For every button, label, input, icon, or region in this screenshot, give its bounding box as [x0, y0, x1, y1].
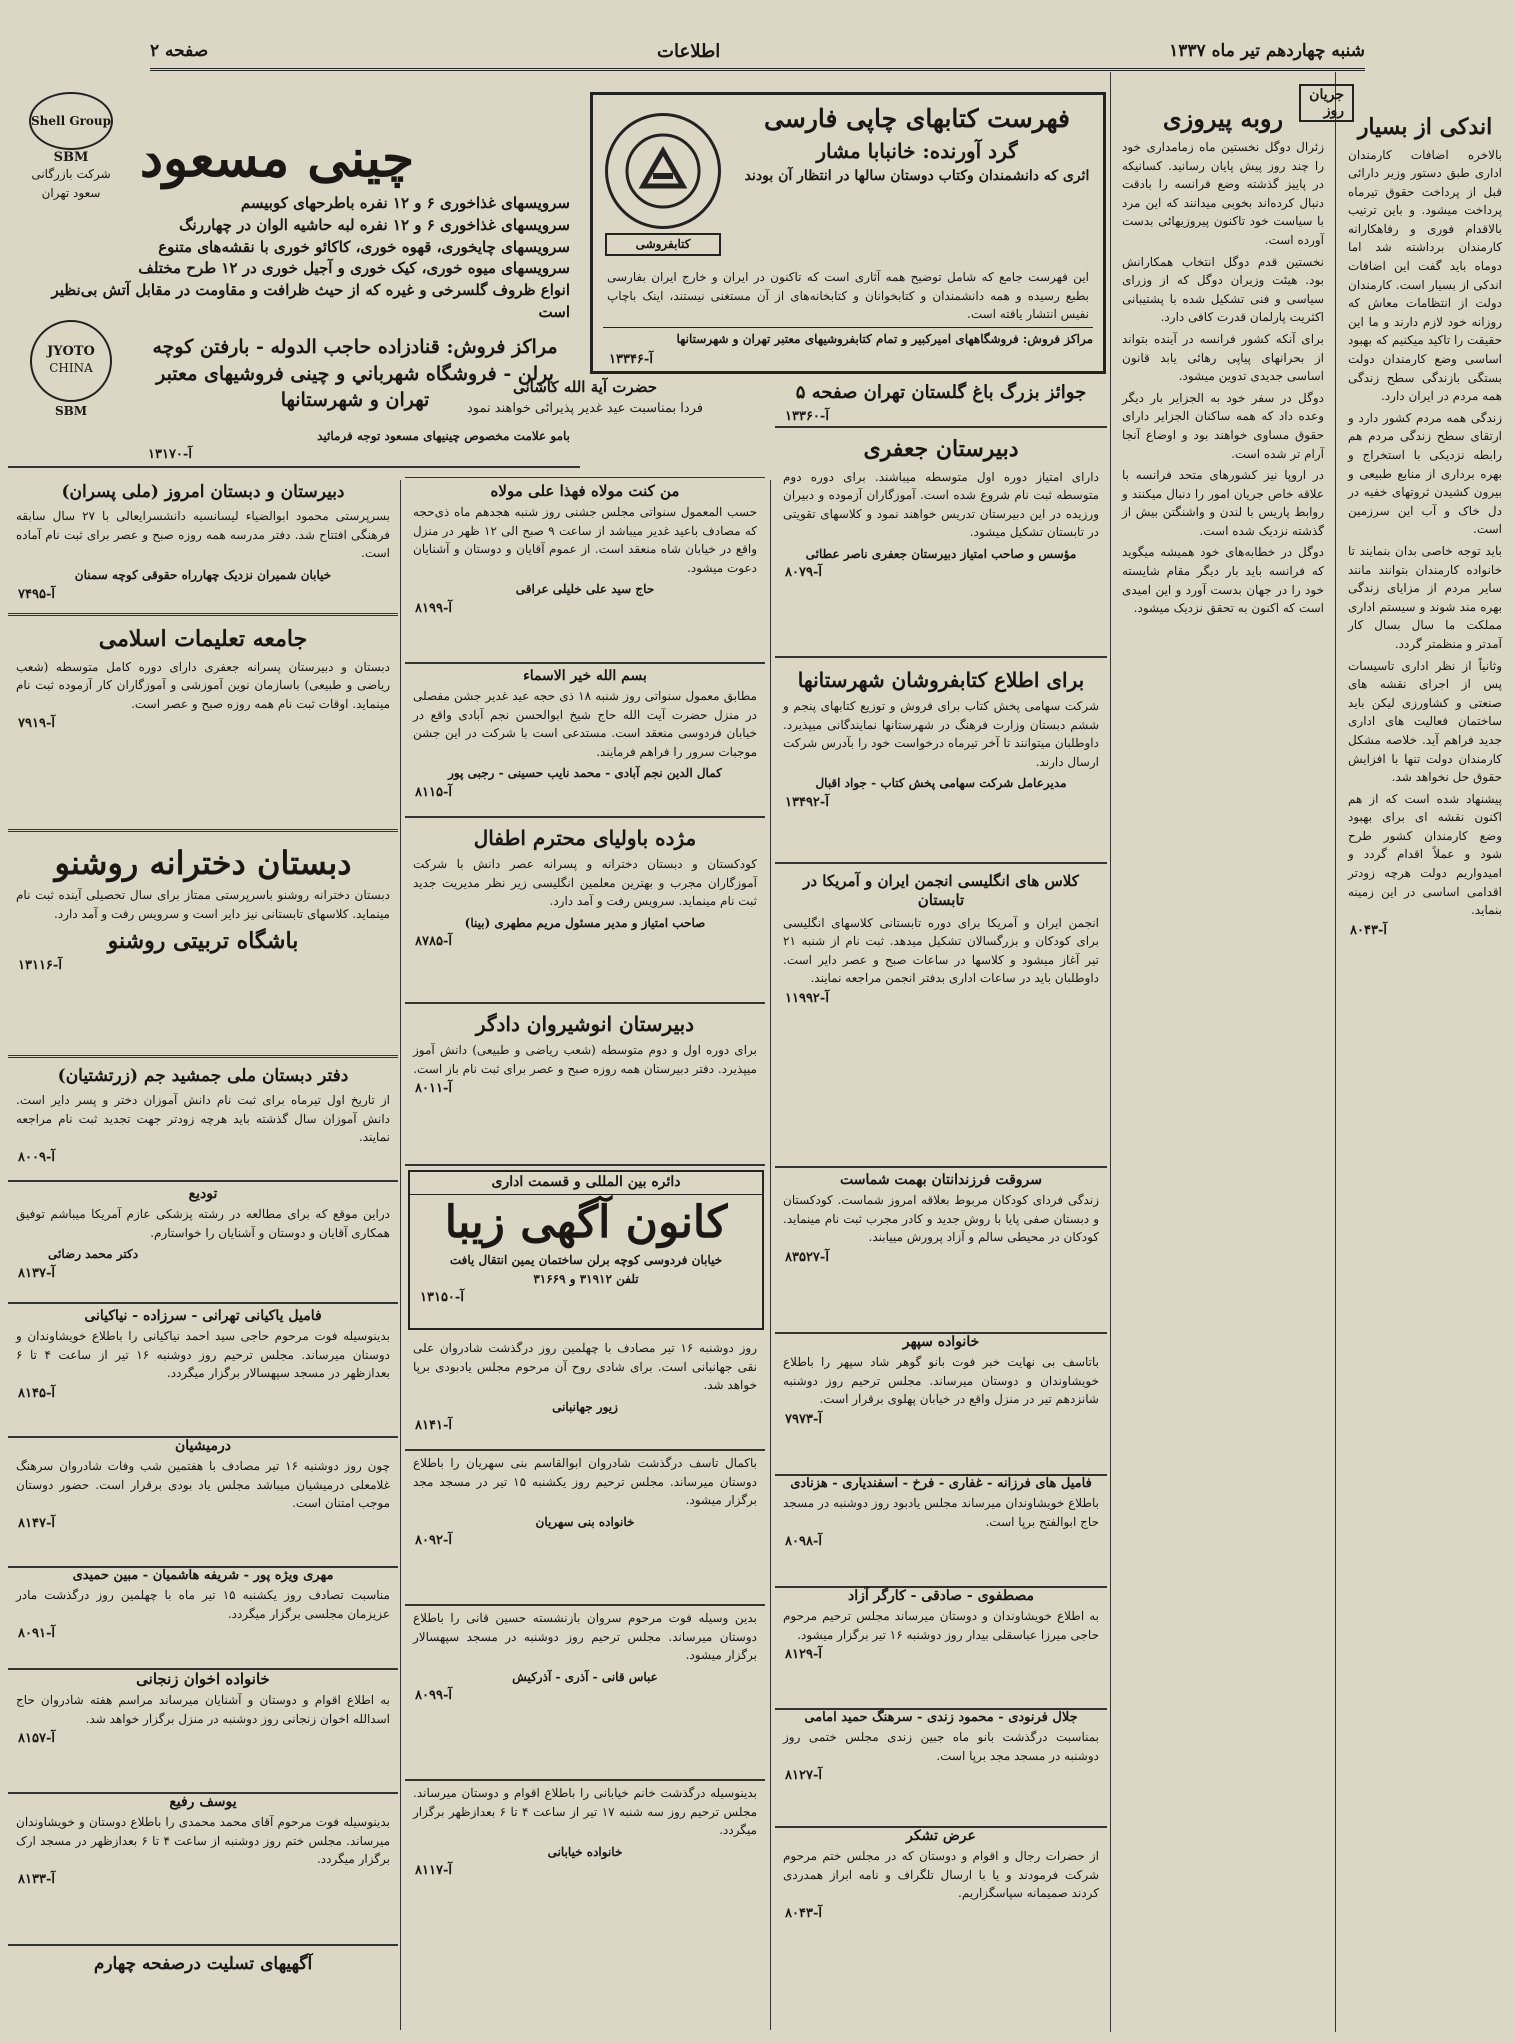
sbm-logo-icon: SBM — [53, 150, 89, 165]
notice-item — [775, 1172, 1107, 1334]
school-jamshid-title: دفتر دبستان ملی جمشید جم (زرتشتیان) — [57, 1066, 349, 1086]
condolence-notice — [405, 1609, 765, 1781]
condolence-body: بدینوسیله فوت مرحوم حاجی سید احمد نیاکیانی را باطلاع خویشاوندان و دوستان میرساند. مجلس ترحیم روز دوشنبه ۱۶ تیر از ساعت ۴ تا ۶ بعدازظهر در مسجد سپهسالار برگزار میگردد. — [16, 1329, 390, 1381]
school-roshan — [8, 840, 398, 1058]
condolence-notice — [8, 1308, 398, 1438]
condolence-body: بدین وسیله فوت مرحوم سروان بازنشسته حسین قانی را باطلاع دوستان میرساند. مجلس ترحیم روز دوشنبه در مسجد سپهسالار برگزار میشود. — [413, 1611, 757, 1663]
condolence-notice — [8, 1438, 398, 1568]
bookstore-label: کتابفروشی — [605, 233, 721, 256]
school-jafari — [775, 432, 1107, 658]
english-classes-title: کلاس های انگلیسی انجمن ایران و آمریکا در تابستان — [803, 872, 1079, 909]
notice-cap-signers: کمال الدین نجم آبادی - محمد نایب حسینی - رجبی پور — [448, 766, 722, 781]
english-classes — [775, 868, 1107, 1168]
kanoon-address: خیابان فردوسی کوچه برلن ساختمان یمین انتقال یافت — [449, 1253, 723, 1268]
kanoon-title: کانون آگهی زیبا — [444, 1196, 728, 1248]
kanoon-phone: تلفن ۳۱۹۱۲ و ۳۱۶۶۹ — [533, 1271, 639, 1286]
book-catalog-subtitle: اثری که دانشمندان وکتاب دوستان سالها در انتظار آن بودند — [744, 168, 1090, 185]
condolence-notice — [405, 1454, 765, 1606]
condolence-list-mid — [405, 1336, 765, 2026]
notice-ali — [405, 482, 765, 664]
condolence-notice — [8, 1794, 398, 1946]
ad-code: آ-۸۱۳۳ — [18, 1871, 55, 1887]
school-islamic-body: دبستان و دبیرستان پسرانه جعفری دارای دوره کامل متوسطه (شعب ریاضی و طبیعی) باسازمان نوین آموزشی و آموزگاران کار آزموده ثبت نام مینماید. اوقات ثبت نام همه روزه صبح و عصر است. — [16, 659, 390, 711]
ad-code: آ-۸۱۲۹ — [785, 1647, 822, 1663]
school-anoshirvan-body: برای دوره اول و دوم متوسطه (شعب ریاضی و طبیعی) دانش آموز میپذیرد. دفتر دبیرستان همه روزه صبح و عصر برای ثبت نام باز است. — [413, 1043, 757, 1076]
school-children — [405, 822, 765, 1004]
china-label: CHINA — [49, 361, 93, 376]
china-ad-centers: مراکز فروش: قنادزاده حاجب الدوله - بارفتن کوچه برلن - فروشگاه شهرباني و چینی فروشیهای معتبر تهران و شهرستانها — [152, 336, 558, 412]
condolence-list-left — [8, 1308, 398, 2028]
condolence-body: بدینوسیله درگذشت خانم خیابانی را باطلاع اقوام و دوستان میرساند. مجلس ترحیم روز سه شنبه ۱۷ تیر از ساعت ۴ تا ۶ بعدازظهر برگزار میگردد. — [413, 1786, 757, 1838]
notice-item-title: خانواده سپهر — [902, 1334, 980, 1350]
masthead — [150, 34, 1365, 71]
school-children-body: کودکستان و دبستان دخترانه و پسرانه عصر دانش با شرکت آموزگاران مجرب و بهترین معلمین انگلیسی زیر نظر مدیریت جدید ثبت نام مینماید. سرویس رفت و آمد دارد. — [413, 857, 757, 909]
column-header: جریان روز — [1299, 84, 1354, 122]
kanoon-ad — [408, 1170, 764, 1330]
ad-code: آ-۸۰۹۹ — [415, 1688, 452, 1704]
condolence-title: فامیل یاکیانی تهرانی - سرزاده - نیاکیانی — [84, 1308, 322, 1324]
jyoto-label: JYOTO — [47, 344, 95, 360]
editorial-paragraph: زندگی همه مردم کشور دارد و ارتقای سطح زندگی مردم هم رابطه نزدیکی با استخراج و بهره برداری از منابع طبیعی و بیرون کشیدن ثروتهای خفیه در دل خاک و آب این سرزمین است. — [1348, 410, 1502, 537]
school-jafari-title: دبیرستان جعفری — [863, 436, 1019, 462]
notice-item-body: به اطلاع خویشاوندان و دوستان میرساند مجلس ترحیم مرحوم حاجی میرزا عباسقلی بیدار روز دوشنبه ۱۶ تیر برگزار میشود. — [783, 1609, 1099, 1642]
condolence-body: به اطلاع اقوام و دوستان و آشنایان میرساند مراسم هفته شادروان حاج اسدالله اخوان زنجانی روز دوشنبه در منزل برگزار خواهد شد. — [16, 1693, 390, 1726]
bookseller-body: شرکت سهامی پخش کتاب برای فروش و توزیع کتابهای پنجم و ششم دبستان وزارت فرهنگ در شهرستانها نمایندگانی میپذیرد. داوطلبان میتوانند تا آخر تیرماه درخواست خود را بآدرس شرکت ارسال دارند. — [783, 699, 1099, 769]
ad-code: آ-۸۱۳۷ — [18, 1265, 55, 1281]
ad-code: آ-۸۱۲۷ — [785, 1768, 822, 1784]
condolence-notice — [8, 1568, 398, 1670]
school-islamic-title: جامعه تعلیمات اسلامی — [98, 626, 308, 652]
book-catalog-ad — [590, 92, 1106, 374]
school-jafari-body: دارای امتیاز دوره اول متوسطه میباشند. برای دوره دوم متوسطه ثبت نام شروع شده است. آموزگاران آزموده و دبیران ورزیده در این دبیرستان تدریس خواهند نمود و کلاسهای تقویتی در تابستان تشکیل میشود. — [783, 469, 1099, 540]
notice-item — [775, 1710, 1107, 1828]
school-emrooz — [8, 478, 398, 616]
china-ad-title: چینی مسعود — [139, 128, 415, 189]
ad-code: آ-۸۱۱۵ — [415, 784, 452, 800]
condolence-title: درمیشیان — [175, 1438, 231, 1454]
ad-code: آ-۸۳۵۲۷ — [785, 1249, 829, 1265]
ad-code: آ-۱۳۱۷۰ — [148, 447, 192, 462]
ad-code: آ-۸۰۴۳ — [1350, 922, 1387, 938]
ad-code: آ-۱۳۱۵۰ — [420, 1290, 464, 1306]
condolence-body: چون روز دوشنبه ۱۶ تیر مصادف با هفتمین شب وفات شادروان سرهنگ غلامعلی درمیشیان میباشد مجلس یاد بودی برقرار است. حضور دوستان موجب امتنان است. — [16, 1459, 390, 1511]
notice-list-center — [775, 1172, 1107, 2028]
editorial-paragraph: پیشنهاد شده است که از هم اکنون نقشه ای برای بهبود وضع کارمندان کشور طرح شود و عملاً اقدام گردد و امیدواریم دولت هرچه زودتر اقدامی اساسی در این زمینه بنماید. — [1348, 791, 1502, 918]
editorial-paragraph: بالاخره اضافات کارمندان اداری طبق دستور وزیر دارائی قبل از پرداخت حقوق تیرماه پرداخت میشود. و باین ترتیب بالاقدام فوری و رفاهکارانه کارمندان برداشته شد اما دوماه باید گفت این اضافات اندکی از بسیار است. کارمندان دولت از انتظامات معاش که روزانه خود لازم دارند و ما این حقیقت را تاکید میکنیم که بهبود اساسی وضع کارمندان دولت بستگی بازندگی سطح زندگی همه مردم در ایران دارد. — [1348, 147, 1502, 404]
school-jamshid-body: از تاریخ اول تیرماه برای ثبت نام دانش آموزان دختر و پسر دایر است. دانش آموزان سال گذشته باید هرچه زودتر جهت تجدید ثبت نام مراجعه نمایند. — [16, 1093, 390, 1145]
editorial-title: اندکی از بسیار — [1357, 114, 1493, 140]
ad-code: آ-۸۱۴۷ — [18, 1515, 55, 1531]
school-emrooz-title: دبیرستان و دبستان امروز (ملی پسران) — [61, 482, 345, 502]
notice-item-title: سروقت فرزندانتان بهمت شماست — [839, 1172, 1042, 1188]
farewell-body: دراین موقع که برای مطالعه در رشته پزشکی عازم آمریکا میباشم توفیق همکاری آقایان و دوستان و آشنایان را خواستارم. — [16, 1207, 390, 1240]
school-anoshirvan-title: دبیرستان انوشیروان دادگر — [475, 1012, 695, 1036]
kashani-title: حضرت آیة الله کاشانی — [512, 378, 657, 396]
news-paragraph: دوگل در سفر خود به الجزایر بار دیگر وعده داد که همه ساکنان الجزایر دارای حقوق مساوی خواهند بود و اوضاع آنجا آرام تر شده است. — [1122, 390, 1324, 461]
notice-ali-title: من کنت مولاه فهذا علی مولاه — [490, 482, 680, 500]
ad-code: آ-۷۹۱۹ — [18, 716, 55, 732]
china-ad-line: سرویسهای غذاخوری ۶ و ۱۲ نفره لبه حاشیه الوان در چهاررنگ — [179, 215, 570, 234]
news-column — [1114, 100, 1332, 2020]
school-islamic — [8, 622, 398, 832]
english-classes-body: انجمن ایران و آمریکا برای دوره تابستانی کلاسهای انگلیسی برای کودکان و بزرگسالان تشکیل میدهد. ثبت نام از شنبه ۲۱ تیر آغاز میشود و کلاسها در ساعات صبح و عصر دایر است. داوطلبان باید در ساعات اداری بدفتر انجمن مراجعه نمایند. — [783, 915, 1099, 986]
ad-code: آ-۱۳۴۹۲ — [785, 794, 829, 810]
garden-notice — [775, 378, 1107, 428]
china-ad-line: سرویسهای چایخوری، قهوه خوری، کاکائو خوری با نقشه‌های متنوع — [158, 237, 570, 256]
condolence-notice — [405, 1339, 765, 1451]
condolence-body: باکمال تاسف درگذشت شادروان ابوالقاسم بنی سهریان را باطلاع دوستان میرساند. مجلس ترحیم روز یکشنبه ۱۵ تیر در مسجد مجد برگزار میشود. — [413, 1456, 757, 1508]
ad-code: آ-۱۳۱۱۶ — [18, 958, 62, 974]
school-children-title: مژده باولیای محترم اطفال — [473, 826, 697, 850]
news-paragraph: دوگل در خطابه‌های خود همیشه میگوید که فرانسه باید بار دیگر مقام شایسته خود را در جهان بدست آورد و این امیدی است که اکنون به تحقق نزدیک میشود. — [1122, 545, 1324, 616]
notice-cap — [405, 668, 765, 818]
ad-code: آ-۸۱۱۷ — [415, 1863, 452, 1879]
ad-code: آ-۱۳۳۴۶ — [609, 352, 653, 367]
china-ad-line: انواع ظروف گلسرخی و غیره که از حیث ظرافت و مقاومت در مقابل آتش بی‌نظیر است — [51, 281, 570, 321]
news-paragraph: برای آنکه کشور فرانسه در آینده بتواند از بحرانهای پیاپی رهائی یابد قانون اساسی جدیدی تدوین میشود. — [1122, 331, 1324, 384]
notice-item — [775, 1476, 1107, 1588]
ad-code: آ-۱۱۹۹۲ — [785, 990, 829, 1006]
kanoon-top: دائره بین المللی و قسمت اداری — [410, 1172, 762, 1195]
condolence-title: عباس قانی - آذری - آذرکیش — [512, 1669, 658, 1684]
condolence-body: مناسبت تصادف روز یکشنبه ۱۵ تیر ماه با چهلمین روز درگذشت مادر عزیزمان مجلسی برگزار میگردد. — [16, 1588, 390, 1621]
condolence-footer: آگهیهای تسلیت درصفحه چهارم — [93, 1954, 313, 1974]
editorial-column — [1309, 87, 1510, 2022]
farewell-title: تودیع — [188, 1186, 218, 1202]
notice-ali-body: حسب المعمول سنواتی مجلس جشنی روز شنبه هجدهم ماه ذی‌حجه که مصادف باعید غدیر میباشد از ساعت ۹ صبح الی ۱۲ ظهر در منزل واقع در خیابان شاه منعقد است. از عموم آقایان و دوستان و آشنایان دعوت میشود. — [413, 505, 757, 575]
condolence-body: بدینوسیله فوت مرحوم آقای محمد محمدی را باطلاع دوستان و خویشاوندان میرساند. مجلس ختم روز دوشنبه از ساعت ۴ تا ۶ بعدازظهر در مسجد ارک برگزار میگردد. — [16, 1815, 391, 1867]
ad-code: آ-۸۰۱۱ — [415, 1081, 452, 1097]
bookseller-title: برای اطلاع کتابفروشان شهرستانها — [797, 668, 1085, 692]
farewell-signer: دکتر محمد رضائی — [48, 1247, 139, 1262]
ad-code: آ-۸۰۴۳ — [785, 1905, 822, 1921]
paper-name: اطلاعات — [657, 40, 721, 62]
notice-item — [775, 1334, 1107, 1476]
condolence-notice — [405, 1784, 765, 1984]
book-catalog-sales: مراکز فروش: فروشگاههای امیرکبیر و تمام کتابفروشیهای معتبر تهران و شهرستانها — [603, 327, 1093, 349]
condolence-title: زیور جهانبانی — [552, 1399, 618, 1414]
page-number: صفحه ۲ — [150, 41, 209, 61]
notice-item-body: زندگی فردای کودکان مربوط بعلاقه امروز شماست. کودکستان و دبستان صفی پایا با روش جدید و کادر مجرب ثبت نام مینماید. کودکان در محیطی سالم و آزاد پرورش مییابند. — [783, 1193, 1099, 1245]
school-roshan-title: دبستان دخترانه روشنو — [54, 844, 352, 882]
ad-code: آ-۸۰۹۲ — [415, 1533, 452, 1549]
ad-code: آ-۸۰۹۱ — [18, 1626, 55, 1642]
book-catalog-author: گرد آورنده: خانبابا مشار — [816, 139, 1018, 164]
company-name: شرکت بازرگانی سعود تهران — [31, 167, 111, 200]
condolence-body: روز دوشنبه ۱۶ تیر مصادف با چهلمین روز درگذشت شادروان علی نقی جهانبانی است. برای شادی روح آن مرحوم مجلس یادبودی برپا خواهد شد. — [413, 1341, 757, 1393]
notice-cap-body: مطابق معمول سنواتی روز شنبه ۱۸ ذی حجه عید غدیر جشن مفصلی در منزل حضرت آیت الله حاج شیخ ابوالحسن نجم آبادی واقع در خیابان فردوسی منعقد است. مستدعی است با شرکت در این جشن موجبات سرور را فراهم فرمایند. — [413, 689, 757, 759]
bookstore-emblem-icon — [605, 113, 721, 256]
school-roshan-body: دبستان دخترانه روشنو باسرپرستی ممتاز برای سال تحصیلی آینده ثبت نام مینماید. کلاسهای تابستانی نیز دایر است و سرویس رفت و آمد دارد. — [16, 888, 390, 921]
china-ad-line: سرویسهای غذاخوری ۶ و ۱۲ نفره باطرحهای کوبیسم — [240, 194, 570, 213]
notice-item-body: باتاسف بی نهایت خبر فوت بانو گوهر شاد سپهر را باطلاع خویشاوندان و دوستان میرساند. مجلس ترحیم روز دوشنبه شانزدهم تیر در منزل واقع در خیابان پهلوی برقرار است. — [783, 1355, 1099, 1407]
shell-emblem-icon — [29, 92, 113, 150]
china-ad-line: سرویسهای میوه خوری، کیک خوری و آجیل خوری در ۱۲ طرح مختلف — [138, 259, 570, 278]
ad-code: آ-۸۱۴۱ — [415, 1418, 452, 1434]
editorial-paragraph: وثانیاً از نظر اداری تاسیسات پس از اجرای نقشه های صنعتی و کشاورزی لیکن باید ساختمان فعالیت های اداری جدید فراهم آید. خلاصه مشکل کارمندان دولت تنها با افزایش حقوق حل نخواهد شد. — [1348, 658, 1502, 785]
school-emrooz-body: بسرپرستی محمود ابوالضیاء لیسانسیه دانشسرایعالی با ۲۷ سال سابقه فرهنگی افتتاح شد. دفتر مدرسه همه روزه صبح و عصر برای ثبت نام آماده است. — [16, 509, 390, 561]
condolence-notice — [8, 1670, 398, 1794]
notice-item-body: بمناسبت درگذشت بانو ماه جبین زندی مجلس ختمی روز دوشنبه در مسجد مجد برپا است. — [783, 1730, 1099, 1763]
bookseller-signer: مدیرعامل شرکت سهامی پخش کتاب - جواد اقبال — [815, 776, 1067, 791]
condolence-title: یوسف رفیع — [169, 1794, 237, 1810]
condolence-title: خانواده بنی سهریان — [535, 1514, 635, 1529]
editorial-paragraph: باید توجه خاصی بدان بنمایند تا خانواده کارمندان بتوانند مانند سایر مردم از مزایای زندگی بهره مند شوند و سیستم اداری مملکت ما سال بسال کار آمدتر و منظمتر گردد. — [1348, 543, 1502, 651]
notice-item-title: فامیل های فرزانه - غفاری - فرخ - اسفندیاری - هزنادی — [790, 1476, 1092, 1491]
bookseller-notice — [775, 664, 1107, 864]
kashani-notice — [405, 378, 765, 478]
ad-code: آ-۸۰۰۹ — [18, 1150, 55, 1166]
jyoto-logo-icon — [30, 320, 112, 402]
ad-code: آ-۸۰۷۹ — [785, 565, 822, 581]
kashani-body: فردا بمناسبت عید غدیر پذیرائی خواهند نمود — [467, 401, 703, 416]
notice-item-title: عرض تشکر — [906, 1828, 976, 1844]
notice-item-body: از حضرات رجال و اقوام و دوستان که در مجلس ختم مرحوم شرکت فرمودند و یا با ارسال تلگراف و نامه ابراز همدردی کردند صمیمانه سپاسگزاریم. — [783, 1849, 1099, 1901]
ad-code: آ-۸۱۹۹ — [415, 600, 452, 616]
condolence-title: خانواده اخوان زنجانی — [136, 1670, 270, 1688]
book-catalog-body: این فهرست جامع که شامل توضیح همه آثاری است که تاکنون در ایران و خارج ایران بفارسی بطبع رسیده و همه دانشمندان و کتابخوانان و کتابخانه‌های از آن مستغنی نیستند، اینک باچاپ نفیس انتشار یافته است. — [607, 270, 1089, 322]
notice-item-body: باطلاع خویشاوندان میرساند مجلس یادبود روز دوشنبه در مسجد حاج ابوالفتح برپا است. — [783, 1496, 1099, 1529]
ad-code: آ-۱۳۳۶۰ — [785, 408, 829, 424]
notice-item-title: مصطفوی - صادقی - کارگر آزاد — [848, 1588, 1034, 1604]
news-title: روبه پیروزی — [1162, 104, 1284, 133]
farewell-notice — [8, 1186, 398, 1304]
book-catalog-title: فهرست کتابهای چاپی فارسی — [764, 104, 1070, 133]
news-paragraph: در اروپا نیز کشورهای متحد فرانسه با علاقه خاص جریان امور را دنبال میکنند و روابط پاریس با لندن و واشنگتن بیش از گذشته نزدیک شده است. — [1122, 468, 1324, 538]
school-jamshid — [8, 1062, 398, 1182]
ad-code: آ-۷۴۹۵ — [18, 586, 55, 602]
condolence-title: خانواده خیابانی — [547, 1844, 623, 1859]
garden-title: جوائز بزرگ باغ گلستان تهران صفحه ۵ — [795, 382, 1087, 403]
notice-item — [775, 1588, 1107, 1710]
shell-label: Shell Group — [31, 113, 112, 128]
school-anoshirvan — [405, 1008, 765, 1166]
news-paragraph: زئرال دوگل نخستین ماه زمامداری خود را چند روز پیش پایان رسانید. کسانیکه در پاییز گذشته وضع فرانسه را بادقت دنبال کرده‌اند بخوبی میدانند که این مرد با سیاست خود تاکنون پیروزیهائی بدست آورده است. — [1122, 140, 1324, 247]
school-jafari-footer: مؤسس و صاحب امتیاز دبیرستان جعفری ناصر عطائی — [805, 546, 1077, 561]
condolence-title: مهری ویژه پور - شریفه هاشمیان - مبین حمیدی — [72, 1568, 334, 1583]
notice-item — [775, 1828, 1107, 2008]
school-children-signer: صاحب امتیاز و مدیر مسئول مریم مطهری (بینا) — [464, 915, 706, 930]
notice-item-title: جلال فرنودی - محمود زندی - سرهنگ حمید امامی — [804, 1710, 1078, 1725]
ad-code: آ-۸۰۹۸ — [785, 1534, 822, 1550]
ad-code: آ-۸۱۴۵ — [18, 1385, 55, 1401]
school-roshan-sub: باشگاه تربیتی روشنو — [107, 927, 299, 954]
notice-ali-name: حاج سید علی خلیلی عراقی — [515, 582, 655, 597]
ad-code: آ-۸۷۸۵ — [415, 934, 452, 950]
issue-date: شنبه چهاردهم تیر ماه ۱۳۳۷ — [1169, 41, 1365, 61]
ad-code: آ-۸۱۵۷ — [18, 1731, 55, 1747]
notice-cap-title: بسم الله خیر الاسماء — [523, 668, 647, 684]
sbm-mark: SBM — [54, 404, 88, 418]
school-emrooz-address: خیابان شمیران نزدیک چهارراه حقوقی کوچه سمنان — [74, 568, 332, 583]
ad-code: آ-۷۹۷۳ — [785, 1411, 822, 1427]
news-paragraph: نخستین قدم دوگل انتخاب همکارانش بود. هیئت وزیران دوگل که از وزرای سیاسی و فنی تشکیل شده با پشتیبانی اکثریت پارلمان قدرت کافی دارد. — [1122, 254, 1324, 325]
china-ad-note: بامو علامت مخصوص چینیهای مسعود توجه فرمائید — [317, 429, 570, 444]
